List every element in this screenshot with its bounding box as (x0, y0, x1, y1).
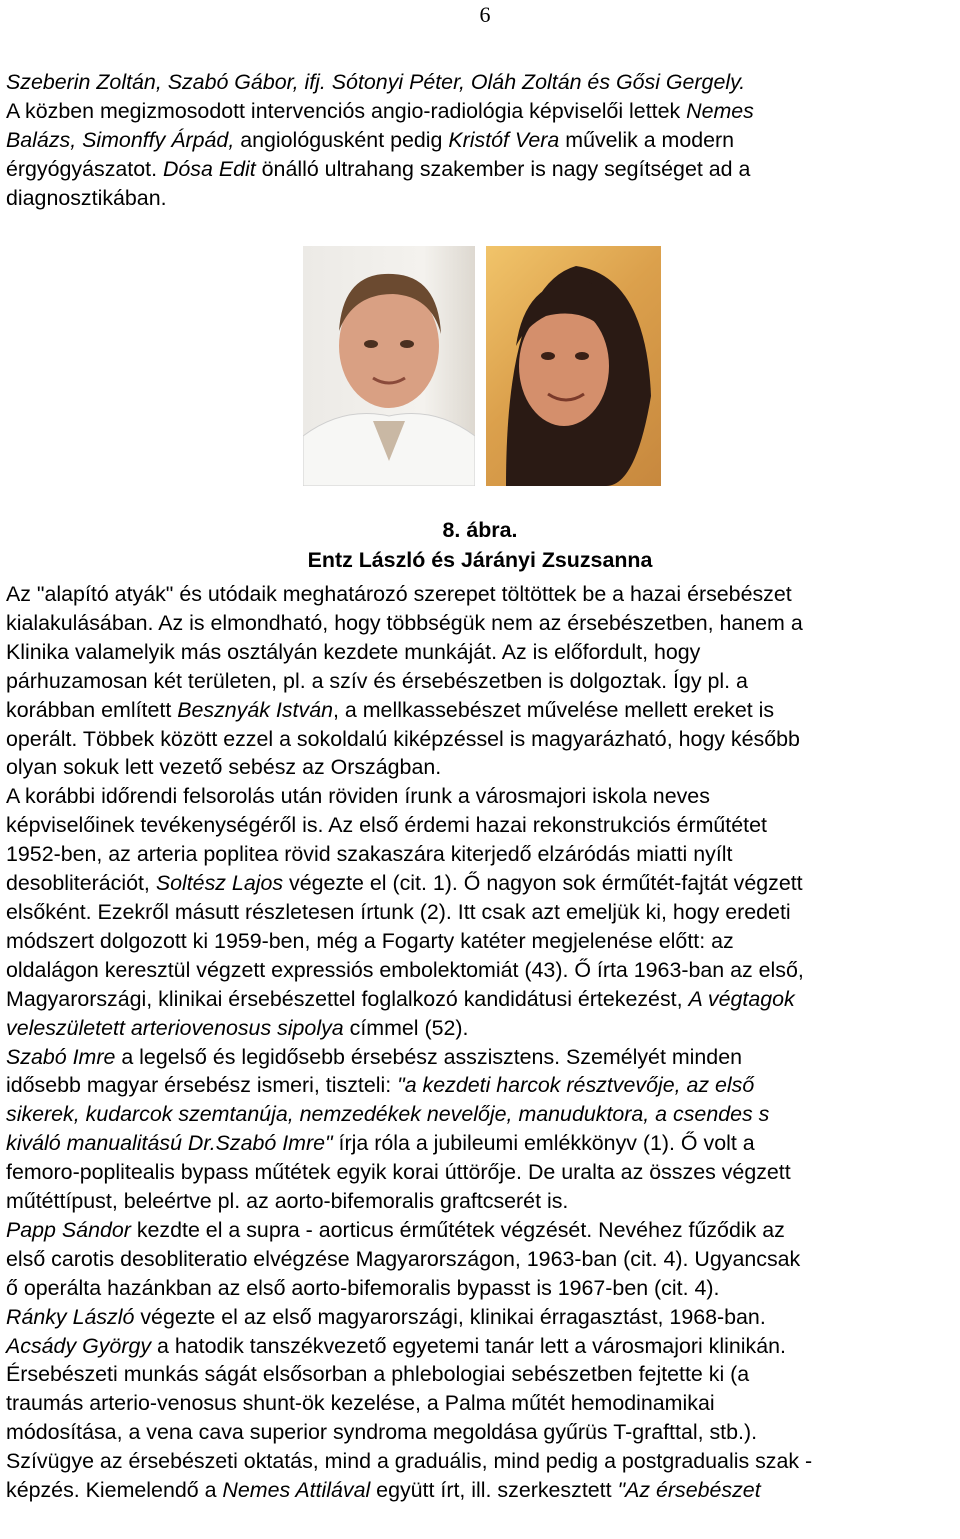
italic-text-segment: veleszületett arteriovenosus sipolya (6, 1015, 344, 1040)
text-line (6, 638, 956, 667)
text-line (6, 609, 956, 638)
text-segment: végezte el (cit. 1). Ő nagyon sok érműtét-fajtát végzett (283, 871, 803, 896)
text-line (6, 753, 956, 782)
body-paragraph (6, 580, 956, 1505)
text-line (6, 1332, 956, 1361)
text-segment: végezte el az első magyarországi, klinikai érragasztást, 1968-ban. (134, 1304, 766, 1329)
text-segment: Magyarországi, klinikai érsebészettel foglalkozó kandidátusi értekezést, (6, 986, 689, 1011)
text-line (6, 184, 956, 213)
text-segment: képviselőinek tevékenységéről is. Az első érdemi hazai rekonstrukciós érműtétet (6, 813, 767, 838)
italic-text-segment: Besznyák István (177, 697, 333, 722)
text-segment: A korábbi időrendi felsorolás után röviden írunk a városmajori iskola neves (6, 784, 710, 809)
italic-text-segment: Ránky László (6, 1304, 135, 1329)
text-segment: femoro-poplitealis bypass műtétek egyik korai úttörője. De uralta az összes végzett (6, 1160, 791, 1185)
text-line (6, 985, 956, 1014)
text-line (6, 869, 956, 898)
text-line (6, 1187, 956, 1216)
text-line (6, 1014, 956, 1043)
italic-text-segment: Szeberin Zoltán, Szabó Gábor, ifj. Sótonyi Péter, Oláh Zoltán és Gősi Gergely. (6, 70, 746, 94)
text-segment: képzés. Kiemelendő a (6, 1478, 223, 1503)
text-line (6, 1100, 956, 1129)
text-segment: traumás arterio-venosus shunt-ök kezelése, a Palma műtét hemodinamikai (6, 1391, 715, 1416)
text-line (6, 1447, 956, 1476)
italic-text-segment: Kristóf Vera (448, 127, 560, 152)
text-segment: Szívügye az érsebészeti oktatás, mind a graduális, mind pedig a postgradualis szak - (6, 1449, 813, 1474)
text-segment: írja róla a jubileumi emlékkönyv (1). Ő volt a (332, 1131, 755, 1156)
italic-text-segment: Balázs, Simonffy Árpád, (6, 127, 235, 152)
text-segment: címmel (52). (343, 1015, 469, 1040)
text-segment: oldalágon keresztül végzett expressiós embolektomiát (43). Ő írta 1963-ban az első, (6, 957, 804, 982)
text-line (6, 696, 956, 725)
italic-text-segment: Dósa Edit (162, 156, 256, 181)
italic-text-segment: kiváló manualitású Dr.Szabó Imre" (6, 1131, 333, 1156)
text-line (6, 782, 956, 811)
italic-text-segment: A végtagok (688, 986, 795, 1011)
text-segment: A közben megizmosodott intervenciós angio-radiológia képviselői lettek (6, 98, 687, 123)
text-line (6, 580, 956, 609)
text-line (6, 898, 956, 927)
text-line (6, 1476, 956, 1505)
text-segment: önálló ultrahang szakember is nagy segítséget ad a (255, 156, 751, 181)
text-segment: módszert dolgozott ki 1959-ben, még a Fogarty katéter megjelenése előtt: az (6, 928, 734, 953)
text-segment: Klinika valamelyik más osztályán kezdete munkáját. Az is előfordult, hogy (6, 639, 701, 664)
text-line (6, 126, 956, 155)
text-segment: elsőként. Ezekről másutt részletesen írtunk (2). Itt csak azt emeljük ki, hogy eredeti (6, 899, 791, 924)
text-segment: operált. Többek között ezzel a sokoldalú kiképzéssel is magyarázható, hogy később (6, 726, 800, 751)
text-line (6, 1216, 956, 1245)
text-line (6, 927, 956, 956)
text-line (6, 68, 956, 97)
text-segment: Érsebészeti munkás ságát elsősorban a phlebologiai sebészetben fejtette ki (a (6, 1362, 750, 1387)
text-segment: a hatodik tanszékvezető egyetemi tanár lett a városmajori klinikán. (151, 1333, 786, 1358)
text-segment: 1952-ben, az arteria poplitea rövid szakaszára kiterjedő elzáródás miatti nyílt (6, 842, 733, 867)
text-line (6, 1245, 956, 1274)
text-line (6, 811, 956, 840)
text-line (6, 1418, 956, 1447)
text-segment: első carotis desobliteratio elvégzése Magyarországon, 1963-ban (cit. 4). Ugyancsak (6, 1246, 801, 1271)
italic-text-segment: Papp Sándor (6, 1217, 131, 1242)
italic-text-segment: "Az érsebészet (617, 1478, 761, 1503)
text-line (6, 1071, 956, 1100)
italic-text-segment: "a kezdeti harcok résztvevője, az első (397, 1073, 755, 1098)
text-line (6, 1158, 956, 1187)
text-segment: együtt írt, ill. szerkesztett (370, 1478, 618, 1503)
text-line (6, 97, 956, 126)
figure-caption: Entz László és Járányi Zsuzsanna (307, 548, 653, 572)
text-segment: idősebb magyar érsebész ismeri, tiszteli: (6, 1073, 398, 1098)
text-line (6, 1389, 956, 1418)
text-segment: a legelső és legidősebb érsebész asszisztens. Személyét minden (115, 1044, 742, 1069)
text-segment: , a mellkassebészet művelése mellett ereket is (333, 697, 775, 722)
text-segment: módosítása, a vena cava superior syndroma megoldása gyűrüs T-grafttal, stb.). (6, 1420, 758, 1445)
text-line (6, 155, 956, 184)
text-line (6, 1303, 956, 1332)
text-segment: ő operálta hazánkban az első aorto-bifemoralis bypasst is 1967-ben (cit. 4). (6, 1275, 720, 1300)
text-line (6, 1360, 956, 1389)
text-segment: párhuzamosan két területen, pl. a szív és érsebészetben is dolgoztak. Így pl. a (6, 668, 748, 693)
text-line (6, 667, 956, 696)
text-segment: kezdte el a supra - aorticus érműtétek végzését. Nevéhez fűződik az (130, 1217, 785, 1242)
italic-text-segment: sikerek, kudarcok szemtanúja, nemzedékek nevelője, manuduktora, a csendes s (6, 1102, 770, 1127)
italic-text-segment: Szabó Imre (6, 1044, 116, 1069)
text-segment: korábban említett (6, 697, 178, 722)
text-segment: érgyógyászatot. (6, 156, 163, 181)
figure-number: 8. ábra. (442, 518, 518, 542)
italic-text-segment: Nemes Attilával (222, 1478, 371, 1503)
text-segment: Az "alapító atyák" és utódaik meghatározó szerepet töltöttek be a hazai érsebészet (6, 582, 792, 606)
text-segment: diagnosztikában. (6, 185, 167, 210)
text-line (6, 1129, 956, 1158)
text-segment: angiológusként pedig (234, 127, 449, 152)
figure-photos (303, 246, 661, 486)
italic-text-segment: Acsády György (6, 1333, 152, 1358)
text-line (6, 840, 956, 869)
text-segment: desobliterációt, (6, 871, 156, 896)
text-segment: műtéttípust, beleértve pl. az aorto-bifemoralis graftcserét is. (6, 1189, 569, 1214)
portrait-woman-photo (486, 246, 661, 486)
text-line (6, 1043, 956, 1072)
text-segment: kialakulásában. Az is elmondható, hogy többségük nem az érsebészetben, hanem a (6, 610, 803, 635)
portrait-man-photo (303, 246, 475, 486)
text-line (6, 1274, 956, 1303)
text-segment: olyan sokuk lett vezető sebész az Országban. (6, 755, 442, 780)
italic-text-segment: Nemes (686, 98, 754, 123)
text-line (6, 725, 956, 754)
italic-text-segment: Soltész Lajos (155, 871, 284, 896)
text-segment: művelik a modern (559, 127, 735, 152)
intro-paragraph (6, 68, 956, 213)
text-line (6, 956, 956, 985)
page-number: 6 (479, 2, 491, 27)
